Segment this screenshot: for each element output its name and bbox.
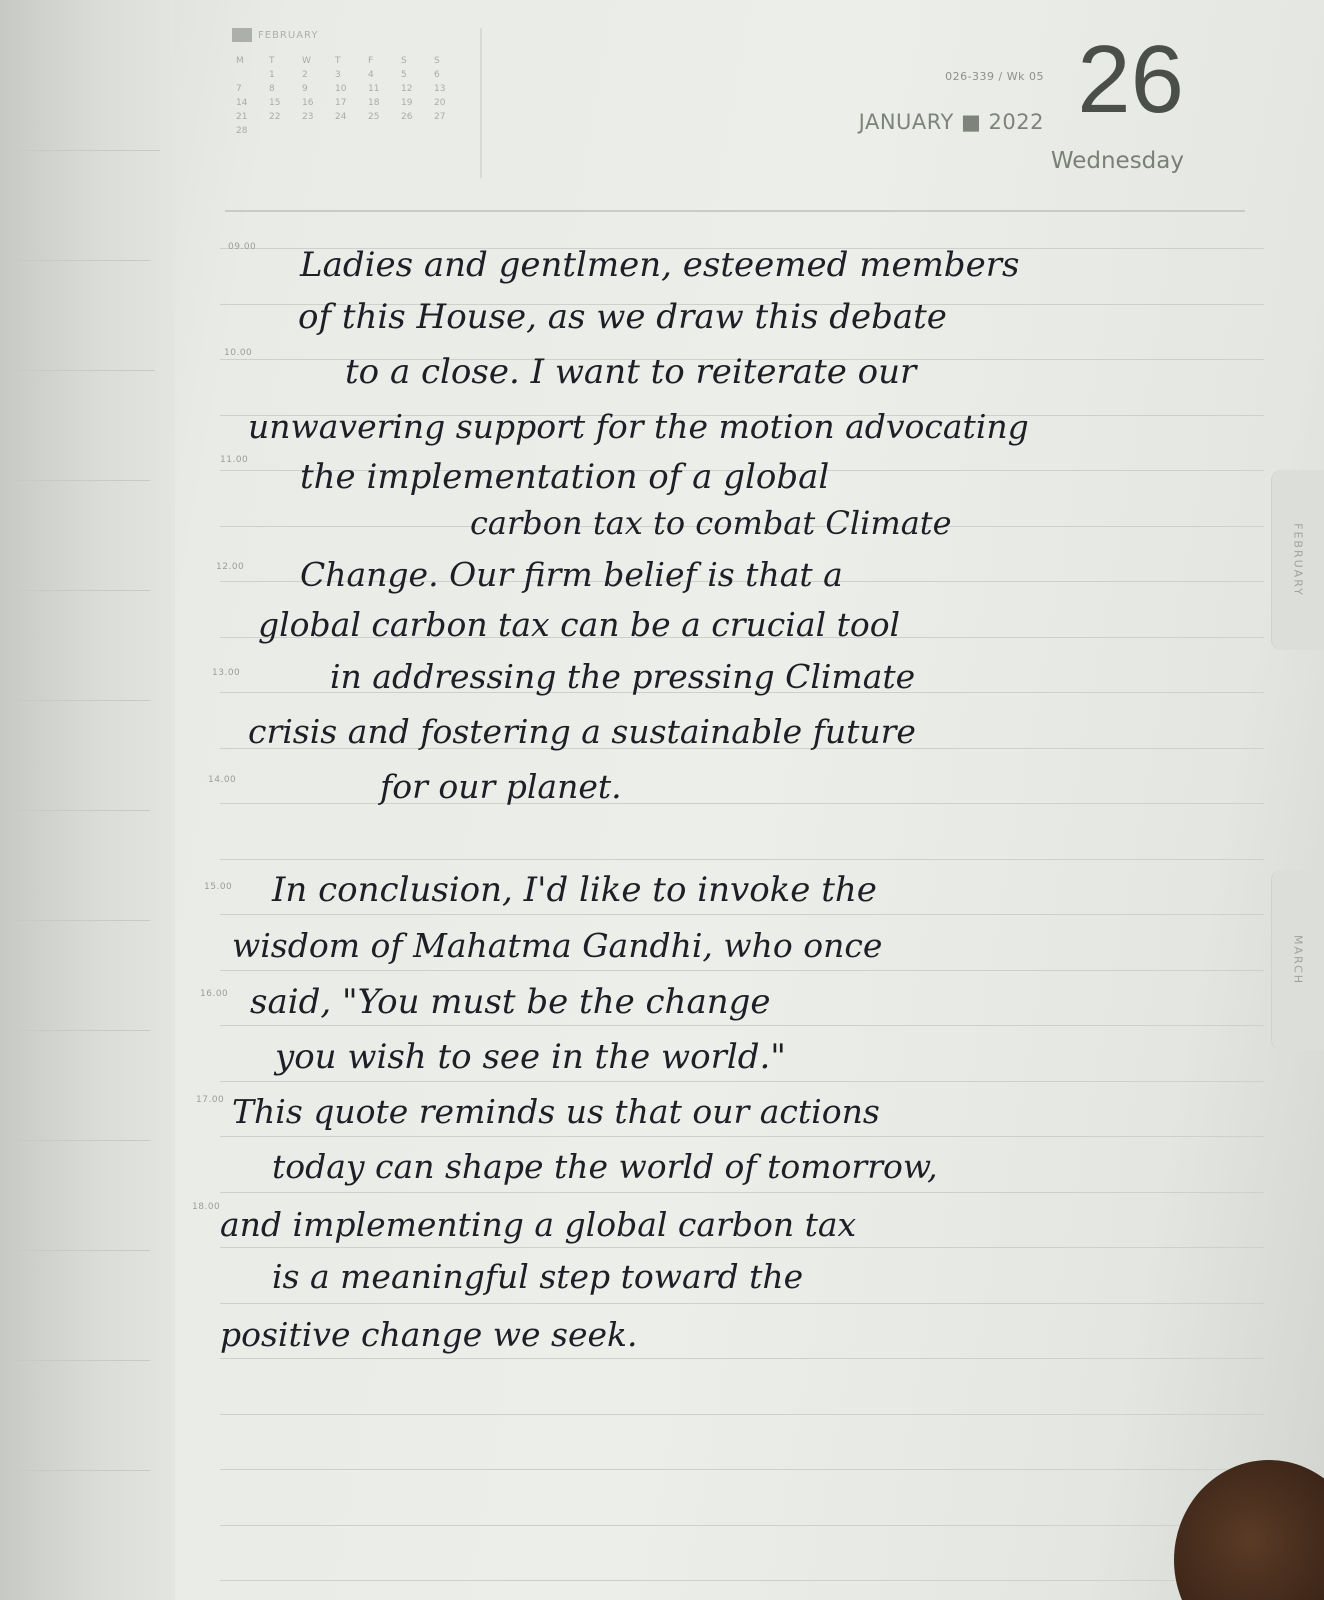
mini-calendar-day: 9 [302,84,308,94]
mini-calendar-day: 16 [302,98,314,108]
mini-calendar-weekday: S [401,56,407,66]
handwritten-line: for our planet. [380,767,622,806]
handwritten-line: Ladies and gentlmen, esteemed members [300,245,1020,285]
handwritten-line: In conclusion, I'd like to invoke the [272,870,877,910]
mini-calendar-month: FEBRUARY [258,29,319,41]
mini-calendar-day: 8 [269,84,275,94]
mini-calendar-day: 19 [401,98,413,108]
mini-calendar-weekday: S [434,56,440,66]
mini-calendar-day: 22 [269,112,281,122]
mini-calendar-day: 24 [335,112,347,122]
weekday: Wednesday [1050,148,1184,174]
mini-calendar-day: 3 [335,70,341,80]
hour-marker: 14.00 [208,775,237,785]
handwritten-line: global carbon tax can be a crucial tool [258,605,901,644]
handwritten-line: unwavering support for the motion advocating [248,407,1029,446]
mini-calendar-day: 20 [434,98,446,108]
hour-marker: 15.00 [204,882,233,892]
hour-marker: 12.00 [216,562,245,572]
mini-calendar-day: 2 [302,70,308,80]
handwritten-line: Change. Our firm belief is that a [300,555,843,594]
hour-marker: 09.00 [228,242,257,252]
day-count: 026-339 / Wk 05 [945,70,1044,83]
handwritten-line: to a close. I want to reiterate our [345,352,917,392]
mini-calendar-day: 11 [368,84,380,94]
hour-marker: 11.00 [220,455,249,465]
handwritten-line: the implementation of a global [300,457,830,497]
handwritten-line: today can shape the world of tomorrow, [272,1147,938,1186]
tab-february-label: FEBRUARY [1291,523,1305,597]
handwritten-line: is a meaningful step toward the [272,1257,804,1296]
mini-calendar-weekday: T [335,56,341,66]
hour-marker: 10.00 [224,348,253,358]
mini-calendar-day: 21 [236,112,248,122]
mini-calendar-day: 28 [236,126,248,136]
handwritten-line: positive change we seek. [220,1315,638,1354]
mini-calendar-weekday: T [269,56,275,66]
mini-calendar-day: 1 [269,70,275,80]
mini-calendar-weekday: F [368,56,374,66]
handwritten-line: and implementing a global carbon tax [220,1205,857,1244]
mini-calendar-day: 7 [236,84,242,94]
mini-calendar-day: 25 [368,112,380,122]
handwritten-line: carbon tax to combat Climate [470,504,952,542]
handwritten-line: in addressing the pressing Climate [330,657,916,696]
mini-calendar-day: 18 [368,98,380,108]
mini-calendar-day: 14 [236,98,248,108]
month-year: JANUARY ■ 2022 [858,110,1044,134]
handwritten-line: crisis and fostering a sustainable future [248,712,916,751]
handwritten-line: of this House, as we draw this debate [298,297,947,337]
mini-calendar-weekday: M [236,56,244,66]
mini-calendar-day: 15 [269,98,281,108]
mini-calendar-day: 10 [335,84,347,94]
hour-marker: 13.00 [212,668,241,678]
hour-marker: 16.00 [200,989,229,999]
tab-march-label: MARCH [1291,934,1305,986]
mini-calendar-day: 12 [401,84,413,94]
mini-calendar-day: 4 [368,70,374,80]
mini-calendar-day: 5 [401,70,407,80]
mini-calendar-day: 17 [335,98,347,108]
mini-calendar-day: 26 [401,112,413,122]
mini-calendar-day: 27 [434,112,446,122]
handwritten-line: you wish to see in the world." [275,1037,786,1077]
mini-calendar-weekday: W [302,56,311,66]
day-number: 26 [1077,26,1184,133]
hour-marker: 17.00 [196,1095,225,1105]
hour-marker: 18.00 [192,1202,221,1212]
mini-calendar-day: 23 [302,112,314,122]
handwritten-line: This quote reminds us that our actions [232,1092,880,1131]
mini-calendar-day: 6 [434,70,440,80]
handwritten-line: said, "You must be the change [250,982,771,1022]
handwritten-line: wisdom of Mahatma Gandhi, who once [232,926,883,965]
mini-calendar-day: 13 [434,84,446,94]
